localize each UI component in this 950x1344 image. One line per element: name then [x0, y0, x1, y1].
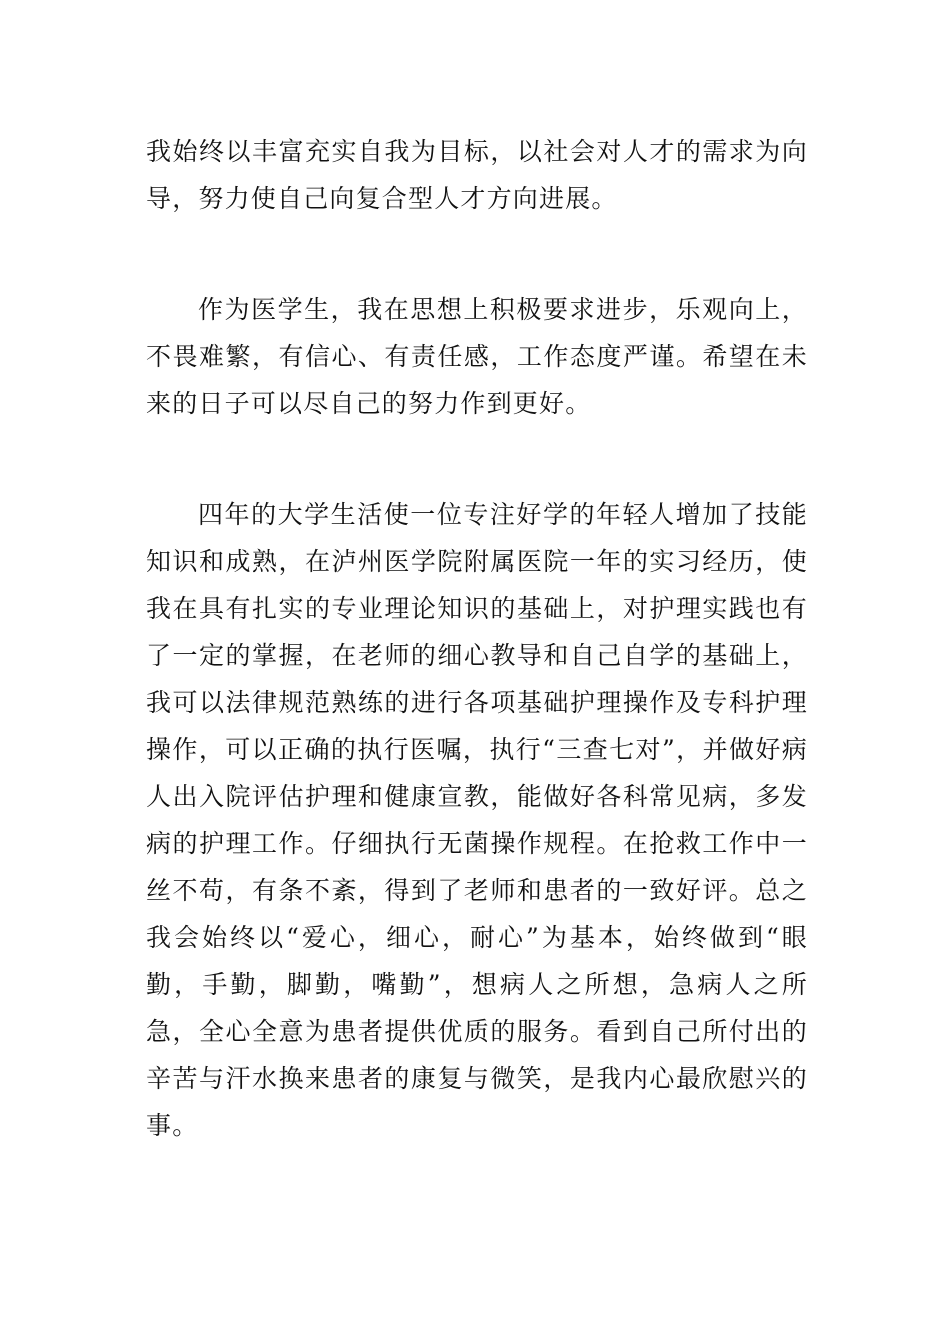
paragraph-3: 四年的大学生活使一位专注好学的年轻人增加了技能知识和成熟，在泸州医学院附属医院一年的实习经历，使我在具有扎实的专业理论知识的基础上，对护理实践也有了一定的掌握，在老师的细心教导和自己自学的基础上，我可以法律规范熟练的进行各项基础护理操作及专科护理操作，可以正确的执行医嘱，执行“三查七对”，并做好病人出入院评估护理和健康宣教，能做好各科常见病，多发病的护理工作。仔细执行无菌操作规程。在抢救工作中一丝不苟，有条不紊，得到了老师和患者的一致好评。总之我会始终以“爱心，细心，耐心”为基本，始终做到“眼勤，手勤，脚勤，嘴勤”，想病人之所想，急病人之所急，全心全意为患者提供优质的服务。看到自己所付出的辛苦与汗水换来患者的康复与微笑，是我内心最欣慰兴的事。 — [146, 500, 808, 1140]
document-body — [146, 128, 808, 1149]
paragraph-1: 我始终以丰富充实自我为目标，以社会对人才的需求为向导，努力使自己向复合型人才方向进展。 — [146, 137, 808, 213]
paragraph-2: 作为医学生，我在思想上积极要求进步，乐观向上，不畏难繁，有信心、有责任感，工作态度严谨。希望在未来的日子可以尽自己的努力作到更好。 — [146, 295, 808, 418]
